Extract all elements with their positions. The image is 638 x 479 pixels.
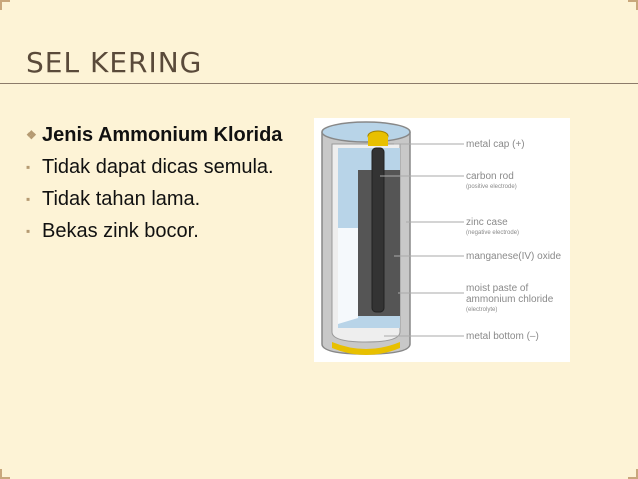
cutaway-highlight [338,228,358,324]
bullet-item [26,218,296,244]
slide-title: SEL KERING [26,46,203,79]
corner-decoration-top-left-v [0,0,2,10]
label-electrolyte-sub: (electrolyte) [466,307,498,313]
label-carbon-rod: carbon rod [466,171,514,182]
dry-cell-illustration [314,118,570,362]
label-moist-paste: moist paste of [466,283,529,294]
corner-decoration-bottom-left-v [0,469,2,479]
label-zinc-case: zinc case [466,217,508,228]
top-seal [322,122,410,142]
label-metal-bottom: metal bottom (–) [466,331,539,342]
label-manganese-oxide: manganese(IV) oxide [466,251,562,262]
label-metal-cap: metal cap (+) [466,139,525,150]
square-bullet-icon: ▪ [26,160,31,174]
label-ammonium-chloride: ammonium chloride [466,294,554,305]
label-carbon-rod-sub: (positive electrode) [466,184,517,190]
bullet-item [26,186,296,212]
dry-cell-diagram [314,118,570,362]
title-underline [0,83,638,84]
label-zinc-case-sub: (negative electrode) [466,230,520,236]
square-bullet-icon: ▪ [26,224,31,238]
bullet-item [26,154,296,180]
bullet-text: Tidak dapat dicas semula. [42,156,274,178]
square-bullet-icon: ▪ [26,192,31,206]
carbon-rod-shape [372,148,384,312]
bullet-text: Jenis Ammonium Klorida [42,124,283,146]
bullet-text: Tidak tahan lama. [42,188,201,210]
bullet-list [26,122,296,250]
metal-cap-body [368,136,388,146]
bullet-text: Bekas zink bocor. [42,220,199,242]
diamond-bullet-icon: ❖ [26,128,37,142]
bullet-item [26,122,296,148]
